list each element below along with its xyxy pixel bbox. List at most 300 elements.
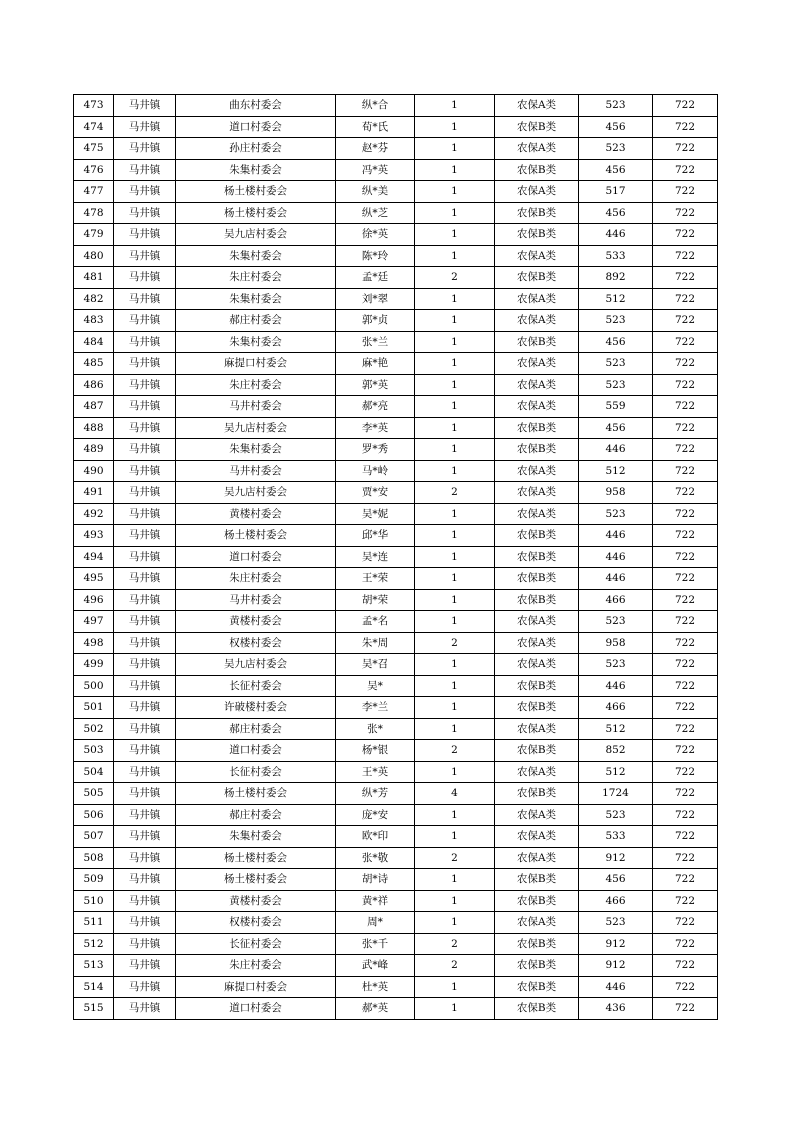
table-row [74,310,718,332]
category-cell: 农保A类 [495,460,579,482]
town-cell: 马井镇 [114,353,176,375]
table-row [74,783,718,805]
town-cell: 马井镇 [114,202,176,224]
row-number-cell: 497 [74,611,114,633]
standard-cell: 722 [653,761,718,783]
category-cell: 农保B类 [495,675,579,697]
standard-cell: 722 [653,267,718,289]
amount-cell: 523 [579,654,653,676]
row-number-cell: 509 [74,869,114,891]
standard-cell: 722 [653,138,718,160]
standard-cell: 722 [653,181,718,203]
standard-cell: 722 [653,374,718,396]
standard-cell: 722 [653,675,718,697]
row-number-cell: 486 [74,374,114,396]
town-cell: 马井镇 [114,632,176,654]
village-committee-cell: 杨土楼村委会 [176,847,336,869]
row-number-cell: 476 [74,159,114,181]
name-cell: 刘*翠 [336,288,415,310]
name-cell: 周* [336,912,415,934]
standard-cell: 722 [653,890,718,912]
category-cell: 农保A类 [495,138,579,160]
standard-cell: 722 [653,331,718,353]
amount-cell: 512 [579,718,653,740]
amount-cell: 523 [579,310,653,332]
household-count-cell: 1 [415,718,495,740]
village-committee-cell: 朱集村委会 [176,288,336,310]
category-cell: 农保A类 [495,245,579,267]
standard-cell: 722 [653,632,718,654]
standard-cell: 722 [653,95,718,117]
table-row [74,654,718,676]
town-cell: 马井镇 [114,482,176,504]
category-cell: 农保B类 [495,159,579,181]
category-cell: 农保B类 [495,740,579,762]
row-number-cell: 498 [74,632,114,654]
village-committee-cell: 道口村委会 [176,546,336,568]
row-number-cell: 493 [74,525,114,547]
standard-cell: 722 [653,116,718,138]
category-cell: 农保B类 [495,697,579,719]
town-cell: 马井镇 [114,740,176,762]
table-row [74,933,718,955]
town-cell: 马井镇 [114,503,176,525]
standard-cell: 722 [653,976,718,998]
table-row [74,546,718,568]
town-cell: 马井镇 [114,611,176,633]
standard-cell: 722 [653,439,718,461]
table-row [74,697,718,719]
category-cell: 农保A类 [495,288,579,310]
village-committee-cell: 朱集村委会 [176,245,336,267]
village-committee-cell: 黄楼村委会 [176,890,336,912]
village-committee-cell: 朱集村委会 [176,826,336,848]
table-row [74,374,718,396]
village-committee-cell: 麻提口村委会 [176,976,336,998]
standard-cell: 722 [653,417,718,439]
amount-cell: 456 [579,331,653,353]
village-committee-cell: 权楼村委会 [176,632,336,654]
row-number-cell: 481 [74,267,114,289]
table-row [74,912,718,934]
amount-cell: 456 [579,202,653,224]
amount-cell: 523 [579,138,653,160]
category-cell: 农保A类 [495,804,579,826]
category-cell: 农保B类 [495,417,579,439]
village-committee-cell: 朱集村委会 [176,439,336,461]
name-cell: 李*英 [336,417,415,439]
household-count-cell: 2 [415,267,495,289]
row-number-cell: 502 [74,718,114,740]
category-cell: 农保B类 [495,224,579,246]
village-committee-cell: 朱庄村委会 [176,267,336,289]
category-cell: 农保B类 [495,439,579,461]
amount-cell: 456 [579,116,653,138]
standard-cell: 722 [653,804,718,826]
table-row [74,288,718,310]
household-count-cell: 1 [415,568,495,590]
household-count-cell: 1 [415,138,495,160]
standard-cell: 722 [653,998,718,1020]
town-cell: 马井镇 [114,417,176,439]
table-row [74,95,718,117]
village-committee-cell: 杨土楼村委会 [176,525,336,547]
table-row [74,568,718,590]
table-row [74,224,718,246]
village-committee-cell: 朱集村委会 [176,159,336,181]
category-cell: 农保A类 [495,718,579,740]
category-cell: 农保A类 [495,374,579,396]
row-number-cell: 515 [74,998,114,1020]
amount-cell: 1724 [579,783,653,805]
table-row [74,116,718,138]
town-cell: 马井镇 [114,912,176,934]
table-row [74,396,718,418]
table-row [74,439,718,461]
name-cell: 邱*华 [336,525,415,547]
household-count-cell: 1 [415,525,495,547]
category-cell: 农保A类 [495,353,579,375]
row-number-cell: 488 [74,417,114,439]
village-committee-cell: 朱庄村委会 [176,374,336,396]
standard-cell: 722 [653,503,718,525]
row-number-cell: 504 [74,761,114,783]
name-cell: 纵*美 [336,181,415,203]
town-cell: 马井镇 [114,675,176,697]
category-cell: 农保A类 [495,503,579,525]
household-count-cell: 1 [415,697,495,719]
name-cell: 麻*艳 [336,353,415,375]
household-count-cell: 2 [415,482,495,504]
category-cell: 农保A类 [495,310,579,332]
amount-cell: 523 [579,804,653,826]
household-count-cell: 1 [415,460,495,482]
category-cell: 农保A类 [495,95,579,117]
table-row [74,589,718,611]
amount-cell: 466 [579,697,653,719]
village-committee-cell: 杨土楼村委会 [176,202,336,224]
standard-cell: 722 [653,353,718,375]
row-number-cell: 510 [74,890,114,912]
table-row [74,740,718,762]
table-row [74,245,718,267]
category-cell: 农保B类 [495,525,579,547]
category-cell: 农保A类 [495,396,579,418]
roster-body [74,95,718,1020]
amount-cell: 446 [579,439,653,461]
name-cell: 孟*名 [336,611,415,633]
household-count-cell: 1 [415,224,495,246]
town-cell: 马井镇 [114,976,176,998]
village-committee-cell: 吴九店村委会 [176,224,336,246]
amount-cell: 446 [579,568,653,590]
amount-cell: 446 [579,525,653,547]
table-row [74,804,718,826]
name-cell: 杜*英 [336,976,415,998]
household-count-cell: 1 [415,869,495,891]
name-cell: 王*英 [336,761,415,783]
village-committee-cell: 吴九店村委会 [176,482,336,504]
household-count-cell: 1 [415,761,495,783]
standard-cell: 722 [653,697,718,719]
household-count-cell: 1 [415,95,495,117]
town-cell: 马井镇 [114,783,176,805]
village-committee-cell: 马井村委会 [176,589,336,611]
household-count-cell: 1 [415,159,495,181]
amount-cell: 958 [579,482,653,504]
category-cell: 农保B类 [495,546,579,568]
category-cell: 农保B类 [495,267,579,289]
household-count-cell: 1 [415,310,495,332]
amount-cell: 512 [579,761,653,783]
table-row [74,675,718,697]
name-cell: 郭*贞 [336,310,415,332]
household-count-cell: 2 [415,955,495,977]
household-count-cell: 1 [415,611,495,633]
household-count-cell: 1 [415,288,495,310]
household-count-cell: 1 [415,202,495,224]
amount-cell: 523 [579,611,653,633]
town-cell: 马井镇 [114,138,176,160]
row-number-cell: 482 [74,288,114,310]
category-cell: 农保A类 [495,912,579,934]
household-count-cell: 1 [415,998,495,1020]
town-cell: 马井镇 [114,761,176,783]
row-number-cell: 501 [74,697,114,719]
table-row [74,181,718,203]
name-cell: 郝*亮 [336,396,415,418]
category-cell: 农保B类 [495,589,579,611]
category-cell: 农保A类 [495,761,579,783]
row-number-cell: 489 [74,439,114,461]
town-cell: 马井镇 [114,589,176,611]
row-number-cell: 485 [74,353,114,375]
row-number-cell: 473 [74,95,114,117]
standard-cell: 722 [653,525,718,547]
household-count-cell: 1 [415,374,495,396]
name-cell: 赵*芬 [336,138,415,160]
table-row [74,976,718,998]
household-count-cell: 2 [415,847,495,869]
category-cell: 农保A类 [495,611,579,633]
town-cell: 马井镇 [114,310,176,332]
amount-cell: 892 [579,267,653,289]
category-cell: 农保B类 [495,933,579,955]
amount-cell: 517 [579,181,653,203]
village-committee-cell: 朱庄村委会 [176,568,336,590]
table-row [74,482,718,504]
village-committee-cell: 长征村委会 [176,761,336,783]
row-number-cell: 495 [74,568,114,590]
table-row [74,998,718,1020]
town-cell: 马井镇 [114,460,176,482]
table-row [74,955,718,977]
row-number-cell: 475 [74,138,114,160]
village-committee-cell: 道口村委会 [176,116,336,138]
town-cell: 马井镇 [114,826,176,848]
category-cell: 农保B类 [495,331,579,353]
standard-cell: 722 [653,460,718,482]
household-count-cell: 1 [415,654,495,676]
row-number-cell: 507 [74,826,114,848]
name-cell: 杨*银 [336,740,415,762]
amount-cell: 523 [579,503,653,525]
town-cell: 马井镇 [114,804,176,826]
village-committee-cell: 道口村委会 [176,998,336,1020]
name-cell: 武*峰 [336,955,415,977]
table-row [74,890,718,912]
row-number-cell: 506 [74,804,114,826]
household-count-cell: 1 [415,890,495,912]
row-number-cell: 514 [74,976,114,998]
row-number-cell: 508 [74,847,114,869]
table-row [74,159,718,181]
category-cell: 农保B类 [495,568,579,590]
table-row [74,826,718,848]
name-cell: 郝*英 [336,998,415,1020]
table-row [74,761,718,783]
name-cell: 王*荣 [336,568,415,590]
village-committee-cell: 郝庄村委会 [176,310,336,332]
row-number-cell: 511 [74,912,114,934]
standard-cell: 722 [653,912,718,934]
name-cell: 罗*秀 [336,439,415,461]
household-count-cell: 1 [415,417,495,439]
standard-cell: 722 [653,224,718,246]
town-cell: 马井镇 [114,439,176,461]
row-number-cell: 491 [74,482,114,504]
table-row [74,632,718,654]
standard-cell: 722 [653,589,718,611]
town-cell: 马井镇 [114,267,176,289]
category-cell: 农保B类 [495,955,579,977]
row-number-cell: 512 [74,933,114,955]
standard-cell: 722 [653,611,718,633]
household-count-cell: 1 [415,826,495,848]
category-cell: 农保B类 [495,890,579,912]
category-cell: 农保A类 [495,632,579,654]
name-cell: 纵*合 [336,95,415,117]
name-cell: 朱*周 [336,632,415,654]
row-number-cell: 477 [74,181,114,203]
household-count-cell: 1 [415,589,495,611]
village-committee-cell: 吴九店村委会 [176,417,336,439]
household-count-cell: 1 [415,439,495,461]
household-count-cell: 2 [415,933,495,955]
row-number-cell: 479 [74,224,114,246]
town-cell: 马井镇 [114,95,176,117]
amount-cell: 456 [579,159,653,181]
village-committee-cell: 权楼村委会 [176,912,336,934]
standard-cell: 722 [653,288,718,310]
row-number-cell: 503 [74,740,114,762]
town-cell: 马井镇 [114,546,176,568]
category-cell: 农保B类 [495,783,579,805]
household-count-cell: 1 [415,546,495,568]
household-count-cell: 1 [415,353,495,375]
town-cell: 马井镇 [114,718,176,740]
amount-cell: 466 [579,890,653,912]
standard-cell: 722 [653,740,718,762]
village-committee-cell: 长征村委会 [176,675,336,697]
name-cell: 张*敬 [336,847,415,869]
town-cell: 马井镇 [114,697,176,719]
standard-cell: 722 [653,202,718,224]
standard-cell: 722 [653,955,718,977]
amount-cell: 446 [579,224,653,246]
name-cell: 贾*安 [336,482,415,504]
standard-cell: 722 [653,718,718,740]
category-cell: 农保B类 [495,116,579,138]
amount-cell: 523 [579,353,653,375]
town-cell: 马井镇 [114,224,176,246]
row-number-cell: 483 [74,310,114,332]
row-number-cell: 499 [74,654,114,676]
row-number-cell: 496 [74,589,114,611]
name-cell: 纵*芝 [336,202,415,224]
amount-cell: 512 [579,460,653,482]
row-number-cell: 513 [74,955,114,977]
amount-cell: 533 [579,245,653,267]
category-cell: 农保A类 [495,847,579,869]
standard-cell: 722 [653,245,718,267]
name-cell: 黄*祥 [336,890,415,912]
category-cell: 农保B类 [495,202,579,224]
table-row [74,202,718,224]
town-cell: 马井镇 [114,955,176,977]
village-committee-cell: 杨土楼村委会 [176,783,336,805]
village-committee-cell: 郝庄村委会 [176,718,336,740]
town-cell: 马井镇 [114,159,176,181]
household-count-cell: 1 [415,976,495,998]
name-cell: 张*兰 [336,331,415,353]
standard-cell: 722 [653,159,718,181]
category-cell: 农保A类 [495,654,579,676]
table-row [74,718,718,740]
town-cell: 马井镇 [114,890,176,912]
category-cell: 农保B类 [495,976,579,998]
village-committee-cell: 麻提口村委会 [176,353,336,375]
town-cell: 马井镇 [114,998,176,1020]
amount-cell: 523 [579,95,653,117]
village-committee-cell: 许破楼村委会 [176,697,336,719]
household-count-cell: 1 [415,116,495,138]
row-number-cell: 484 [74,331,114,353]
table-row [74,525,718,547]
row-number-cell: 474 [74,116,114,138]
amount-cell: 446 [579,546,653,568]
household-count-cell: 2 [415,740,495,762]
village-committee-cell: 长征村委会 [176,933,336,955]
standard-cell: 722 [653,310,718,332]
household-count-cell: 1 [415,912,495,934]
name-cell: 陈*玲 [336,245,415,267]
name-cell: 荀*氏 [336,116,415,138]
village-committee-cell: 杨土楼村委会 [176,181,336,203]
amount-cell: 912 [579,955,653,977]
standard-cell: 722 [653,933,718,955]
standard-cell: 722 [653,826,718,848]
household-count-cell: 1 [415,245,495,267]
table-row [74,460,718,482]
amount-cell: 456 [579,869,653,891]
amount-cell: 436 [579,998,653,1020]
town-cell: 马井镇 [114,654,176,676]
row-number-cell: 478 [74,202,114,224]
category-cell: 农保A类 [495,826,579,848]
name-cell: 胡*诗 [336,869,415,891]
amount-cell: 912 [579,933,653,955]
